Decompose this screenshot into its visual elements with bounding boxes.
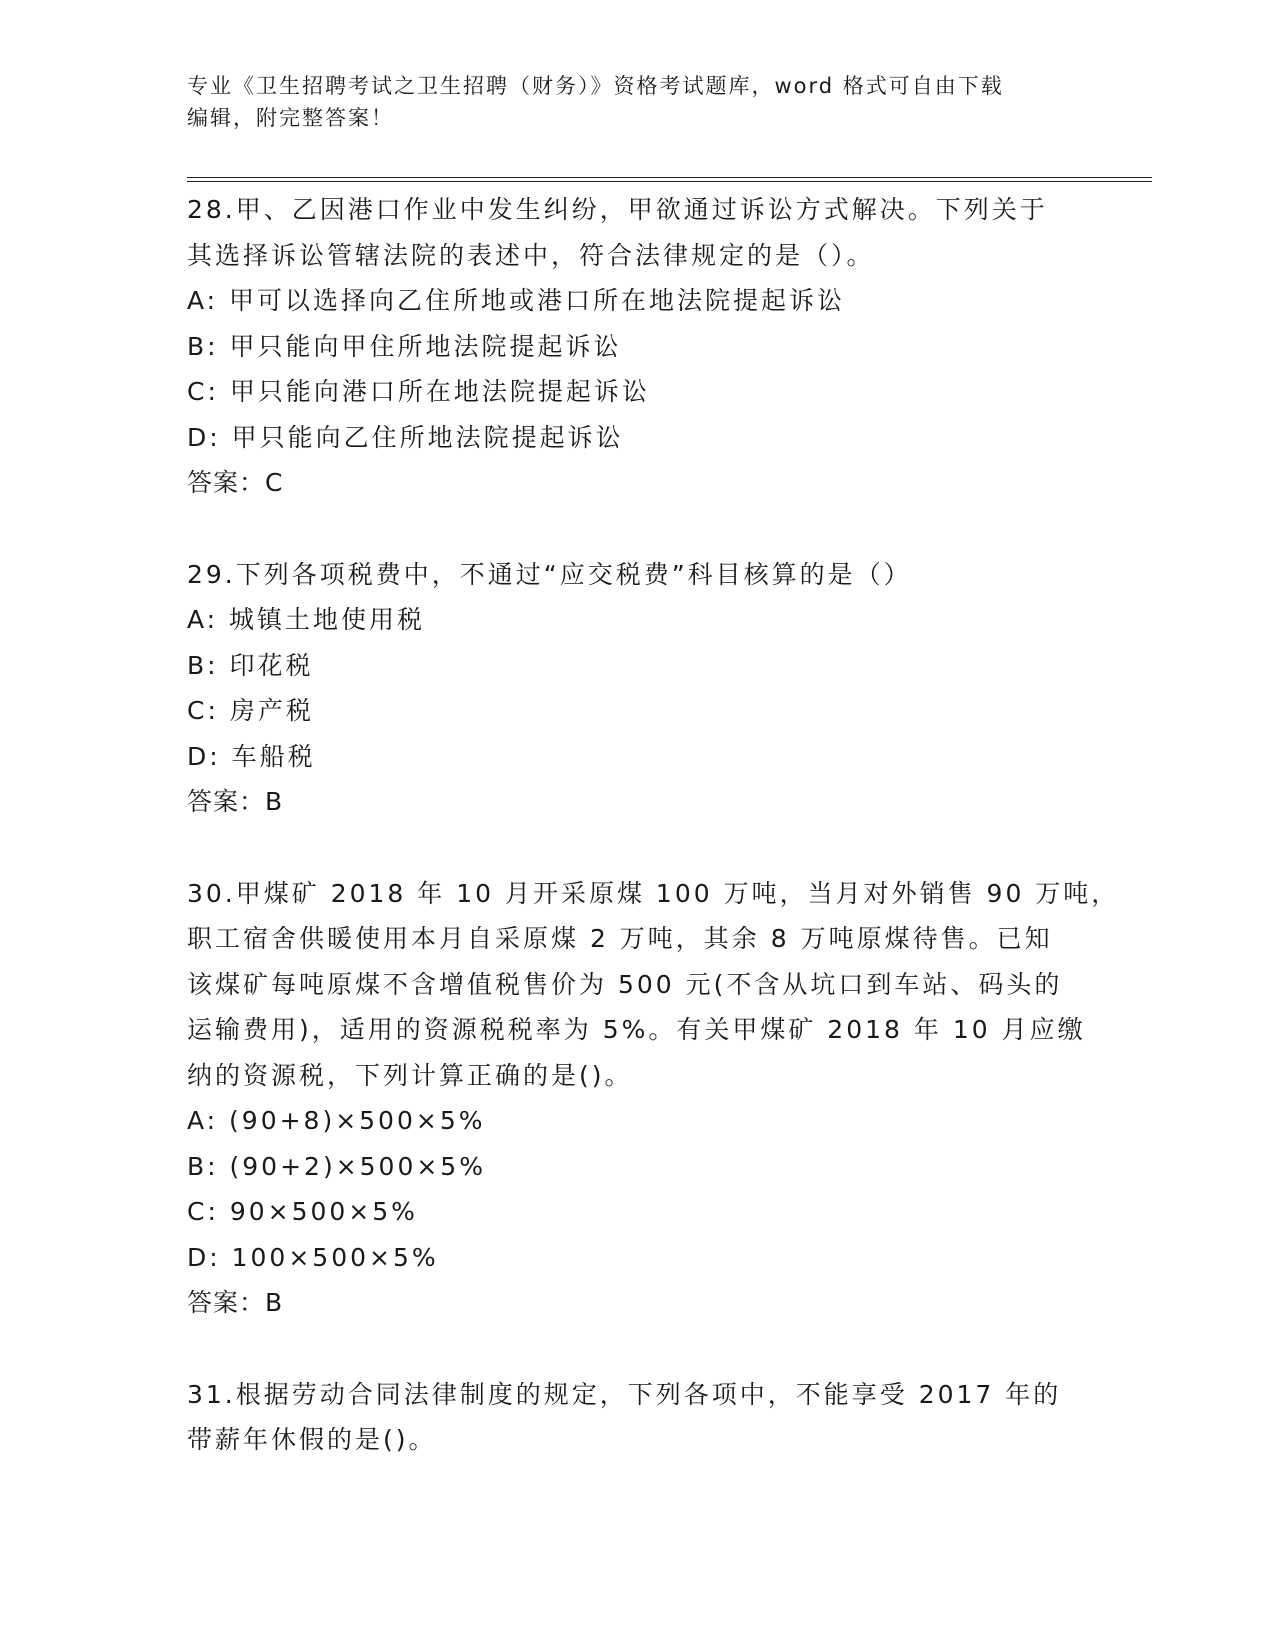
question-text: 该煤矿每吨原煤不含增值税售价为 500 元(不含从坑口到车站、码头的 xyxy=(187,969,1063,999)
option-d: D: 车船税 xyxy=(187,741,316,771)
question-text: 运输费用)，适用的资源税税率为 5%。有关甲煤矿 2018 年 10 月应缴 xyxy=(187,1015,1086,1044)
question-text: 29.下列各项税费中，不通过“应交税费”科目核算的是（） xyxy=(187,559,912,589)
answer: 答案：B xyxy=(187,1288,284,1317)
question-text: 31.根据劳动合同法律制度的规定，下列各项中，不能享受 2017 年的 xyxy=(187,1379,1062,1409)
question-29 xyxy=(187,552,1087,825)
question-list xyxy=(187,187,1120,1463)
answer: 答案：B xyxy=(187,787,284,816)
question-31 xyxy=(187,1372,1087,1463)
document-header xyxy=(187,70,1087,134)
option-c: C: 甲只能向港口所在地法院提起诉讼 xyxy=(187,377,650,406)
question-text: 30.甲煤矿 2018 年 10 月开采原煤 100 万吨，当月对外销售 90 万吨， xyxy=(187,878,1120,908)
option-d: D: 甲只能向乙住所地法院提起诉讼 xyxy=(187,422,624,452)
option-c: C: 房产税 xyxy=(187,696,314,725)
question-30 xyxy=(187,871,1120,1326)
spacer xyxy=(187,825,1087,871)
spacer xyxy=(187,1326,1087,1372)
option-b: B: 甲只能向甲住所地法院提起诉讼 xyxy=(187,331,622,361)
question-text: 其选择诉讼管辖法院的表述中，符合法律规定的是（）。 xyxy=(187,240,875,270)
question-text: 带薪年休假的是()。 xyxy=(187,1425,437,1454)
option-a: A: 城镇土地使用税 xyxy=(187,605,426,634)
header-double-rule xyxy=(187,177,1152,182)
question-text: 28.甲、乙因港口作业中发生纠纷，甲欲通过诉讼方式解决。下列关于 xyxy=(187,195,1048,224)
header-line-1: 专业《卫生招聘考试之卫生招聘（财务）》资格考试题库，word 格式可自由下载 xyxy=(187,74,1004,98)
option-a: A: (90+8)×500×5% xyxy=(187,1106,486,1135)
header-line-2: 编辑，附完整答案！ xyxy=(187,106,394,130)
option-c: C: 90×500×5% xyxy=(187,1197,418,1226)
spacer xyxy=(187,506,1087,552)
question-text: 纳的资源税，下列计算正确的是()。 xyxy=(187,1060,633,1090)
answer: 答案：C xyxy=(187,468,284,497)
option-d: D: 100×500×5% xyxy=(187,1242,439,1272)
question-28 xyxy=(187,187,1087,506)
question-text: 职工宿舍供暖使用本月自采原煤 2 万吨，其余 8 万吨原煤待售。已知 xyxy=(187,924,1053,953)
option-a: A: 甲可以选择向乙住所地或港口所在地法院提起诉讼 xyxy=(187,286,846,315)
option-b: B: 印花税 xyxy=(187,650,314,680)
option-b: B: (90+2)×500×5% xyxy=(187,1151,486,1181)
